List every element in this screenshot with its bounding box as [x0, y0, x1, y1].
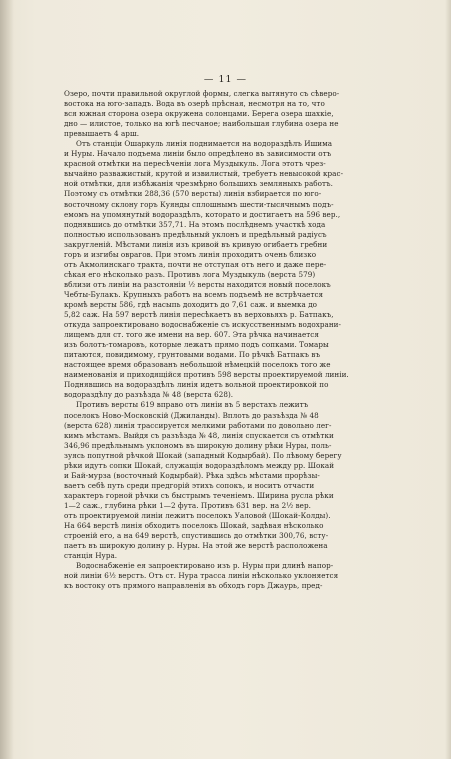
text-line: 1—2 саж., глубина рѣки 1—2 фута. Противъ 631 вер. на 2½ вер. [64, 500, 311, 510]
text-line: и Бай-мурза (восточный Кодырбай). Рѣка здѣсь мѣстами прорѣзы- [64, 470, 320, 480]
text-line: вычайно разважистый, крутой и извилистый, требуетъ невысокой крас- [64, 169, 344, 179]
text-line: строеній его, а на 649 верстѣ, спустившись до отмѣтки 300,76, всту- [64, 531, 329, 541]
text-line: Озеро, почти правильной округлой формы, слегка вытянуто съ сѣверо- [64, 89, 340, 98]
text-line: Противъ версты 619 вправо отъ линіи въ 5 верстахъ лежитъ [76, 400, 309, 410]
text-line: и Нуры. Начало подъема линіи было опредѣлено въ зависимости отъ [64, 149, 332, 159]
text-line: ной линіи 6½ верстъ. Отъ ст. Нура трасса линіи нѣсколько уклоняется [64, 571, 339, 581]
text-line: наименованія и приходящійся противъ 598 версты проектируемой линіи. [64, 370, 349, 380]
text-line: Отъ станціи Ошаркуль линія поднимается на водораздѣлъ Ишима [76, 139, 333, 149]
text-line: отъ Акмолинскаго тракта, почти не отступая отъ него и даже пере- [64, 259, 327, 269]
text-line: Поэтому съ отмѣтки 288,36 (570 версты) линія взбирается по юго- [64, 189, 322, 199]
text-line: изъ болотъ-томаровъ, которые лежатъ прямо подъ сопками. Томары [64, 340, 329, 350]
text-line: вблизи отъ линіи на разстояніи ½ версты находится новый поселокъ [64, 279, 331, 289]
text-line: 346,96 предѣльнымъ уклономъ въ широкую долину рѣки Нуры, поль- [64, 440, 332, 450]
text-line: откуда запроектировано водоснабженіе съ искусственнымъ водохрани- [64, 320, 341, 330]
text-line: поднявшись до отмѣтки 357,71. На этомъ послѣднемъ участкѣ хода [64, 219, 326, 229]
page-number: — 11 — [203, 74, 248, 85]
text-line: лищемъ для ст. того же имени на вер. 607. Эта рѣчка начинается [64, 330, 319, 340]
text-line: На 664 верстѣ линія обходитъ поселокъ Шокай, задѣвая нѣсколько [64, 521, 324, 531]
text-line: Поднявшись на водораздѣлъ линія идетъ вольной проектировкой по [64, 380, 329, 390]
text-line: дно — илистое, только на югѣ песчаное; наибольшая глубина озера не [64, 119, 339, 129]
text-line: къ востоку отъ прямого направленія въ обходъ горъ Джаурь, пред- [64, 581, 323, 591]
page-edge-shadow [445, 0, 451, 759]
text-line: вся южная сторона озера окружена солонцами. Берега озера шахкіе, [64, 109, 334, 119]
page-gutter-shadow [0, 0, 14, 759]
text-line: зуясь попутной рѣчкой Шокай (западный Кодырбай). По лѣвому берегу [64, 450, 342, 460]
body-text [64, 89, 390, 591]
text-line: поселокъ Ново-Московскій (Джиланды). Вплоть до разъѣзда № 48 [64, 410, 319, 420]
text-line: восточному склону горъ Куянды сплошнымъ шести-тысячнымъ подъ- [64, 199, 334, 209]
text-line: емомъ на упомянутый водораздѣлъ, которато и достигаетъ на 596 вер., [64, 209, 341, 219]
text-line: настоящее время образованъ небольшой нѣмецкій поселокъ того же [64, 360, 331, 370]
text-line: 5,82 саж. На 597 верстѣ линія пересѣкаетъ въ верховьяхъ р. Батпакъ, [64, 310, 334, 320]
text-line: горъ и изгибы оврагов. При этомъ линія проходитъ очень близко [64, 249, 317, 259]
text-line: (верста 628) линія трассируется мелкими работами по довольно лег- [64, 420, 332, 430]
text-line: характеръ горной рѣчки съ быстрымъ теченіемъ. Ширина русла рѣки [64, 490, 334, 500]
text-line: Чебты-Булакъ. Крупныхъ работъ на всемъ подъемѣ не встрѣчается [64, 289, 324, 299]
text-line: Водоснабженіе ея запроектировано изъ р. Нуры при длинѣ напор- [76, 561, 334, 571]
text-line: паетъ въ широкую долину р. Нуры. На этой же верстѣ расположена [64, 541, 328, 551]
text-line: кимъ мѣстамъ. Выйдя съ разъѣзда № 48, линія спускается съ отмѣтки [64, 430, 334, 440]
text-line: отъ проектируемой линіи лежитъ поселокъ Уаловой (Шокай-Колды). [64, 510, 331, 520]
text-line: красной отмѣтки на пересѣченіи лога Муздыкуль. Лога этотъ чрез- [64, 159, 326, 169]
text-line: рѣки идутъ сопки Шокай, служащія водораздѣломъ между рр. Шокай [64, 460, 335, 470]
text-line: сѣкая его нѣсколько разъ. Противъ лога Муздыкуль (верста 579) [64, 269, 316, 279]
text-line: питаются, повидимому, грунтовыми водами. По рѣчкѣ Батпакъ въ [64, 350, 321, 360]
text-line: кромѣ версты 586, гдѣ насыпь доходитъ до 7,61 саж. и выемка до [64, 299, 318, 309]
text-line: станція Нура. [64, 551, 118, 561]
text-line: ваетъ себѣ путь среди предгорій этихъ сопокъ, и носитъ отчасти [64, 480, 315, 490]
text-line: востока на юго-западъ. Вода въ озерѣ прѣсная, несмотря на то, что [64, 99, 325, 109]
text-line: ной отмѣтки, для избѣжанія чрезмѣрно большихъ земляныхъ работъ. [64, 179, 334, 189]
text-line: превышаетъ 4 арш. [64, 129, 140, 139]
text-line: полностью использованъ предѣльный уклонъ и предѣльный радіусъ [64, 229, 327, 239]
text-line: водораздѣлу до разъѣзда № 48 (верста 628). [64, 390, 234, 400]
text-line: закругленій. Мѣстами линія изъ кривой въ кривую огибаетъ гребни [64, 239, 328, 249]
